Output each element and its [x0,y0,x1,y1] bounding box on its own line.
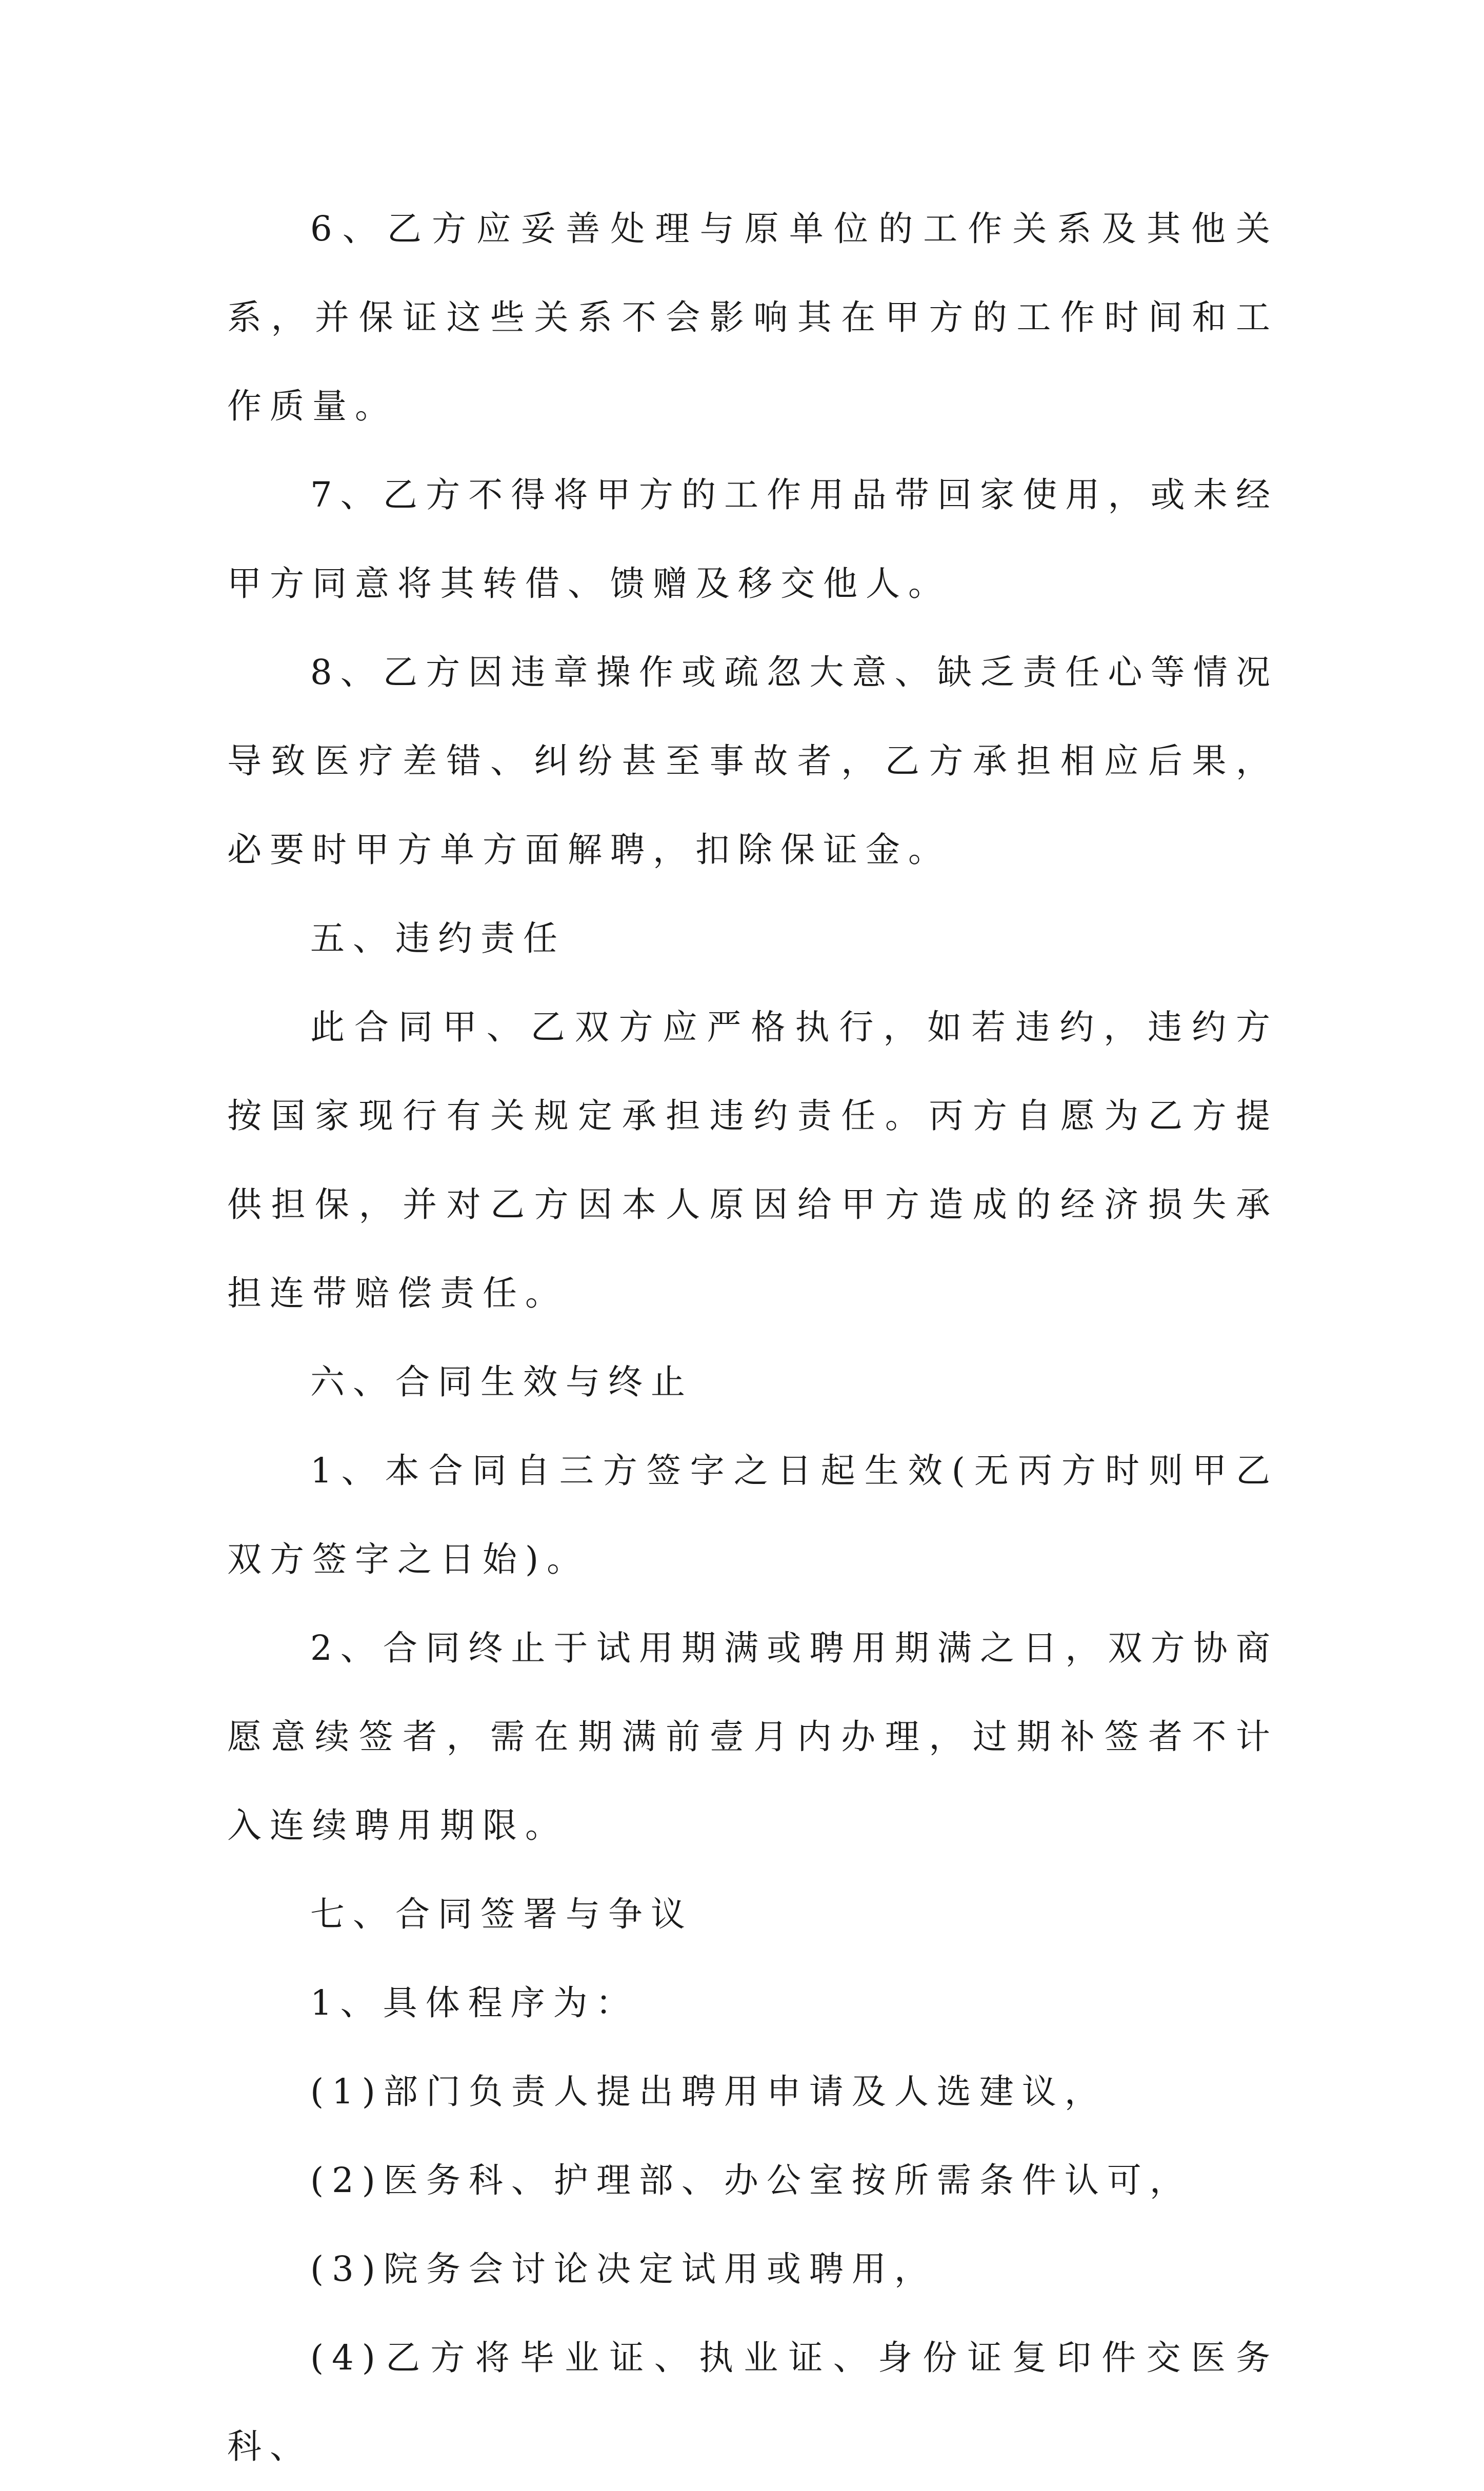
effect-clause-1-paragraph: 1、本合同自三方签字之日起生效(无丙方时则甲乙双方签字之日始)。 [227,1451,1278,1579]
breach-liability-paragraph: 此合同甲、乙双方应严格执行，如若违约，违约方按国家现行有关规定承担违约责任。丙方自愿为乙方提供担保，并对乙方因本人原因给甲方造成的经济损失承担连带赔偿责任。 [227,1007,1278,1313]
procedure-step-2: (2)医务科、护理部、办公室按所需条件认可， [310,2160,1192,2200]
effect-clause-2-paragraph: 2、合同终止于试用期满或聘用期满之日，双方协商愿意续签者，需在期满前壹月内办理，过期补签者不计入连续聘用期限。 [227,1628,1278,1845]
procedure-step-3: (3)院务会讨论决定试用或聘用， [310,2249,937,2289]
document-body [227,185,1278,2491]
section-heading-effect-termination: 六、合同生效与终止 [310,1362,693,1402]
procedure-step-4: (4)乙方将毕业证、执业证、身份证复印件交医务科、 [227,2338,1278,2466]
clause-8-paragraph: 8、乙方因违章操作或疏忽大意、缺乏责任心等情况导致医疗差错、纠纷甚至事故者，乙方承担相应后果，必要时甲方单方面解聘，扣除保证金。 [227,652,1278,870]
signing-clause-1-paragraph: 1、具体程序为： [310,1983,638,2023]
clause-6-paragraph: 6、乙方应妥善处理与原单位的工作关系及其他关系，并保证这些关系不会影响其在甲方的工作时间和工作质量。 [227,209,1278,426]
section-heading-signing-disputes: 七、合同签署与争议 [310,1894,693,1934]
procedure-step-1: (1)部门负责人提出聘用申请及人选建议， [310,2072,1107,2112]
clause-7-paragraph: 7、乙方不得将甲方的工作用品带回家使用，或未经甲方同意将其转借、馈赠及移交他人。 [227,475,1278,604]
section-heading-breach-liability: 五、违约责任 [310,918,566,958]
